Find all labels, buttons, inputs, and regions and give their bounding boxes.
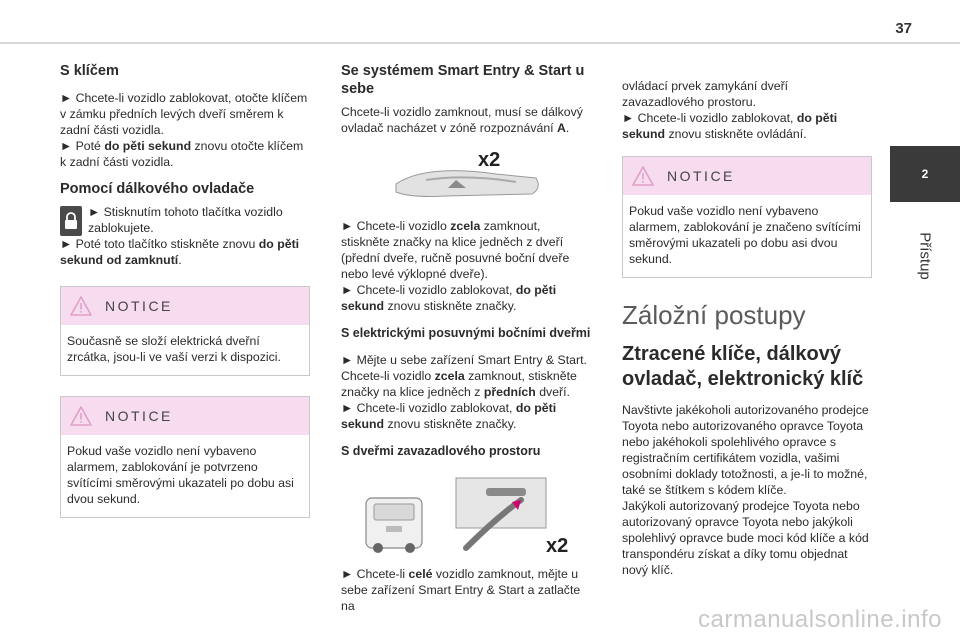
column-1 xyxy=(60,62,310,518)
warning-triangle-icon xyxy=(69,405,93,427)
notice-text: Současně se složí elektrická dveřní zrcátka, jsou-li ve vaší verzi k dispozici. xyxy=(67,334,281,364)
heading-remote-control: Pomocí dálkového ovladače xyxy=(60,181,255,197)
notice-title: NOTICE xyxy=(105,408,173,424)
remote-deadlock-step: ► Poté toto tlačítko stiskněte znovu do pěti sekund od zamknutí. xyxy=(60,237,300,267)
lost-keys-paragraph-1: Navštivte jakékoholi autorizovaného prodejce Toyota nebo autorizovaného opravce Toyota nebo jakéhokoli spolehlivého opravce s registračním certifikátem vozidla, vašimi osobními doklady totožnosti, a je-li to možné, také se štítkem s kódem klíče. xyxy=(622,403,869,497)
section-title: Záložní postupy xyxy=(622,300,806,330)
watermark: carmanualsonline.info xyxy=(698,606,942,633)
notice-text: Pokud vaše vozidlo není vybaveno alarmem, zablokování je potvrzeno svítícími směrovými ukazateli po dobu asi dvou sekund. xyxy=(67,444,294,506)
boot-lock-step: ► Chcete-li celé vozidlo zamknout, mějte u sebe zařízení Smart Entry & Start a zatlačte na xyxy=(341,567,581,613)
smart-deadlock-step: ► Chcete-li vozidlo zablokovat, do pěti sekund znovu stiskněte značky. xyxy=(341,283,557,313)
column-2 xyxy=(341,62,591,614)
x2-label: x2 xyxy=(478,149,501,171)
heading-sliding-doors: S elektrickými posuvnými bočními dveřmi xyxy=(341,326,591,340)
key-lock-step: ► Chcete-li vozidlo zablokovat, otočte klíčem v zámku předních levých dveří směrem k zadní části vozidla. xyxy=(60,91,308,137)
boot-deadlock-step: ► Chcete-li vozidlo zablokovat, do pěti sekund znovu stiskněte ovládání. xyxy=(622,111,838,141)
heading-boot-door: S dveřmi zavazadlového prostoru xyxy=(341,444,541,458)
column-3 xyxy=(622,78,872,578)
notice-box-alarm xyxy=(60,396,310,518)
key-deadlock-step: ► Poté do pěti sekund znovu otočte klíčem k zadní části vozidla. xyxy=(60,139,304,169)
smart-entry-intro: Chcete-li vozidlo zamknout, musí se dálkový ovladač nacházet v zóně rozpoznávání A. xyxy=(341,105,583,135)
chapter-tab[interactable] xyxy=(890,146,960,202)
x2-label: x2 xyxy=(546,535,569,557)
notice-title: NOTICE xyxy=(667,168,735,184)
boot-door-illustration xyxy=(346,468,586,558)
warning-triangle-icon xyxy=(631,165,655,187)
chapter-label: Přístup xyxy=(916,232,934,280)
heading-lost-keys: Ztracené klíče, dálkový ovladač, elektronický klíč xyxy=(622,343,864,390)
heading-with-key: S klíčem xyxy=(60,63,119,79)
lost-keys-paragraph-2: Jakýkoli autorizovaný prodejce Toyota nebo autorizovaný opravce Toyota nebo jakýkoli spolehlivý opravce bude moci kód klíče a kód transpondéru získat a díky tomu objednat nový klíč. xyxy=(622,499,869,577)
header-rule xyxy=(0,42,960,44)
notice-box-mirrors xyxy=(60,286,310,376)
remote-lock-row xyxy=(60,204,310,236)
notice-title: NOTICE xyxy=(105,298,173,314)
sliding-deadlock-step: ► Chcete-li vozidlo zablokovat, do pěti sekund znovu stiskněte značky. xyxy=(341,401,557,431)
padlock-icon xyxy=(60,206,82,236)
warning-triangle-icon xyxy=(69,295,93,317)
door-handle-illustration xyxy=(386,144,546,210)
remote-lock-step: ► Stisknutím tohoto tlačítka vozidlo zablokujete. xyxy=(88,205,283,235)
chapter-number: 2 xyxy=(921,167,929,181)
smart-lock-step: ► Chcete-li vozidlo zcela zamknout, stiskněte značky na klice jedněch z dveří (přední dveře, ručně posuvné boční dveře nebo levé výklopné dveře). xyxy=(341,219,570,281)
page-number: 37 xyxy=(895,20,912,37)
heading-smart-entry: Se systémem Smart Entry & Start u sebe xyxy=(341,63,585,97)
notice-box-alarm-2 xyxy=(622,156,872,278)
boot-lock-continued: ovládací prvek zamykání dveří zavazadlového prostoru. xyxy=(622,79,789,109)
notice-text: Pokud vaše vozidlo není vybaveno alarmem, zablokování je značeno svítícími směrovými ukazateli po dobu asi dvou sekund. xyxy=(629,204,861,266)
sliding-lock-step: ► Mějte u sebe zařízení Smart Entry & Start. Chcete-li vozidlo zcela zamknout, stiskněte značky na klice jedněch z předních dveří. xyxy=(341,353,587,399)
